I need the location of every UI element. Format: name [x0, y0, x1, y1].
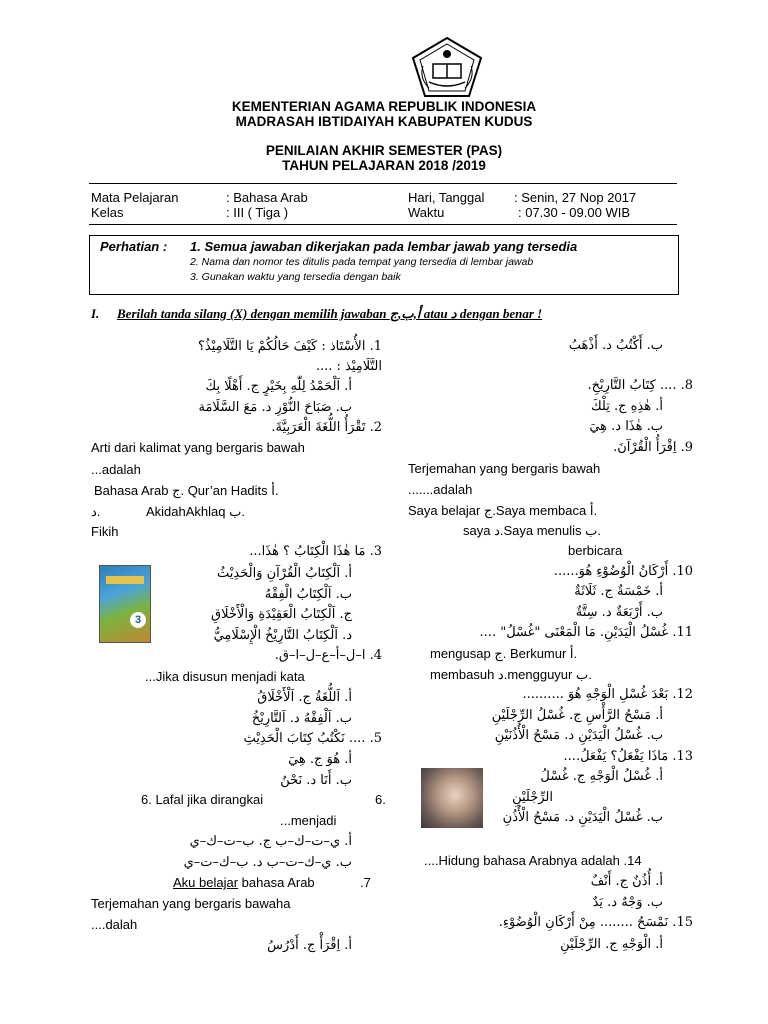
hari-value: : Senin, 27 Nop 2017: [514, 190, 637, 205]
right-line: ب. وَجْهٌ د. يَدٌ: [592, 895, 663, 910]
kelas-label: Kelas: [91, 205, 124, 220]
header-line-1: KEMENTERIAN AGAMA REPUBLIK INDONESIA: [231, 99, 537, 114]
right-line: 12. بَعْدَ غُسْلِ الْوَجْهِ هُوَ ..........: [522, 687, 693, 702]
left-line: ج. اَلْكِتَابُ الْعَقِيْدَةِ وَالْأَخْلَاقِ: [211, 607, 352, 622]
note-item-1: 1. Semua jawaban dikerjakan pada lembar jawab yang tersedia: [190, 239, 578, 254]
left-line: AkidahAkhlaq ب.: [146, 504, 245, 519]
left-line: ب. أَنَا د. نَحْنُ: [280, 773, 352, 788]
mapel-label: Mata Pelajaran: [91, 190, 179, 205]
left-line: 2. تَقْرَأُ اللُّغَةَ الْعَرَبِيَّةَ.: [271, 420, 382, 435]
section-number: I.: [91, 306, 100, 321]
left-line: أ. ي–ت–ك–ب ج. ب–ت–ك–ي: [189, 834, 352, 849]
right-line: ب. أَكْتُبُ د. أَذْهَبُ: [568, 338, 663, 353]
right-line: 11. غُسْلُ الْيَدَيْنِ. مَا الْمَعْنَى "غُسْلُ" ....: [479, 625, 693, 640]
right-line: Terjemahan yang bergaris bawah: [408, 461, 601, 476]
hari-label: Hari, Tanggal: [408, 190, 485, 205]
waktu-value: : 07.30 - 09.00 WIB: [518, 205, 631, 220]
left-line: 5. .... نَكْتُبُ كِتَابَ الْحَدِيْثِ: [243, 731, 382, 746]
right-line: ب. غُسْلُ الْيَدَيْنِ د. مَسْحُ الْأُذُنِ: [502, 810, 663, 825]
left-line: ...Jika disusun menjadi kata: [145, 669, 305, 684]
right-line: ب. غُسْلُ الْيَدَيْنِ د. مَسْحُ الْأُذُنَيْنِ: [494, 728, 663, 743]
right-line: الرِّجْلَيْنِ: [512, 790, 553, 805]
right-line: 10. أَرْكَانُ الْوُضُوْءِ هُوَ......: [553, 564, 693, 579]
left-line: Arti dari kalimat yang bergaris bawah: [91, 440, 305, 455]
right-line: أ. خَمْسَةٌ ج. ثَلَاثَةٌ: [574, 584, 663, 599]
q7-rest: bahasa Arab: [238, 875, 315, 890]
left-line: ....dalah: [91, 917, 138, 932]
left-line: 3. مَا هٰذَا الْكِتَابُ ؟ هٰذَا...: [249, 544, 382, 559]
right-line: أ. الْوَجْهِ ج. الرِّجْلَيْنِ: [560, 937, 663, 952]
left-line: أ. اَللُّغَةُ ج. اَلْأَخْلَاقُ: [257, 690, 352, 705]
right-line: أ. غُسْلُ الْوَجْهِ ج. غُسْلُ: [540, 769, 663, 784]
right-line: ....Hidung bahasa Arabnya adalah .14: [424, 853, 642, 868]
q7-prompt: [173, 875, 315, 890]
kemenag-logo-icon: [409, 36, 485, 100]
mapel-value: : Bahasa Arab: [226, 190, 308, 205]
right-line: أ. هٰذِهِ ج. تِلْكَ: [590, 399, 663, 414]
book-cover-image-icon: 3: [99, 565, 151, 643]
kelas-value: : III ( Tiga ): [226, 205, 289, 220]
header-divider-bottom: [89, 224, 677, 225]
right-line: berbicara: [568, 543, 623, 558]
left-line: Fikih: [91, 524, 119, 539]
right-line: saya د.Saya menulis ب.: [463, 523, 602, 538]
left-line: أ. هُوَ ج. هِيَ: [288, 752, 352, 767]
q7-underlined: Aku belajar: [173, 875, 239, 890]
left-line: ب. ي–ك–ت–ب د. ب–ك–ت–ي: [183, 855, 352, 870]
right-line: 8. .... كِتَابُ التَّارِيْخِ.: [587, 378, 693, 393]
right-line: ب. هٰذَا د. هِيَ: [589, 419, 663, 434]
left-line: أ. اَلْحَمْدُ لِلّٰهِ بِخَيْرٍ ج. أَهْلًا بِكَ: [205, 379, 352, 394]
left-line: ب. اَلْفِقْهُ د. اَلتَّارِيْخُ: [251, 711, 352, 726]
right-line: mengusap ج. Berkumur أ.: [430, 646, 578, 661]
left-line: Bahasa Arab ج. Qur’an Hadits أ.: [94, 483, 279, 498]
left-line: Terjemahan yang bergaris bawaha: [91, 896, 291, 911]
right-line: 13. مَاذَا يَفْعَلُ؟ يَفْعَلُ....: [563, 749, 693, 764]
right-line: ب. أَرْبَعَةٌ د. سِتَّةٌ: [575, 605, 663, 620]
left-line: ...adalah: [91, 462, 141, 477]
left-line: ب. صَبَاحَ النُّوْرِ د. مَعَ السَّلَامَة: [198, 400, 352, 415]
right-line: Saya belajar ج.Saya membaca أ.: [408, 503, 598, 518]
header-divider-top: [89, 183, 677, 184]
header-line-3: PENILAIAN AKHIR SEMESTER (PAS): [265, 143, 503, 158]
waktu-label: Waktu: [408, 205, 445, 220]
note-label: Perhatian :: [100, 239, 168, 254]
left-line: ب. اَلْكِتَابُ الْفِقْهُ: [264, 587, 352, 602]
header-line-2: MADRASAH IBTIDAIYAH KABUPATEN KUDUS: [235, 114, 533, 129]
right-line: أ. مَسْحُ الرَّأْسِ ج. غُسْلُ الرِّجْلَيْنِ: [491, 708, 663, 723]
right-line: membasuh د.mengguyur ب.: [430, 667, 592, 682]
q7-number: .7: [360, 875, 371, 890]
note-item-3: 3. Gunakan waktu yang tersedia dengan baik: [190, 271, 401, 283]
left-line: د. اَلْكِتَابُ التَّارِيْخُ الْإِسْلَامِيُّ: [213, 628, 352, 643]
note-item-2: 2. Nama dan nomor tes ditulis pada tempat yang tersedia di lembar jawab: [190, 256, 534, 268]
right-line: 15. نَمْسَحُ ........ مِنْ أَرْكَانِ الْوُضُوْءِ.: [498, 915, 693, 930]
left-line: أ. اَلْكِتَابُ الْقُرْآنِ وَالْحَدِيْثُ: [217, 566, 352, 581]
person-washing-face-photo-icon: [421, 768, 483, 828]
left-line: د.: [91, 504, 101, 519]
left-line: 6.: [375, 792, 386, 807]
left-line: أ. اِقْرَأْ ج. أَدْرُسُ: [267, 938, 352, 953]
left-line: 4. ا–ل–أ–ع–ل–ا–ق.: [274, 648, 382, 663]
left-line: ...menjadi: [280, 813, 337, 828]
section-instruction: Berilah tanda silang (X) dengan memilih jawaban أ,ب,ج atau د dengan benar !: [117, 306, 543, 321]
right-line: .......adalah: [408, 482, 473, 497]
header-line-4: TAHUN PELAJARAN 2018 /2019: [282, 158, 486, 173]
right-line: 9. اِقْرَأُ الْقُرْآنَ.: [613, 440, 693, 455]
right-line: أ. أُذُنٌ ج. أَنْفٌ: [590, 874, 663, 889]
left-line: 6. Lafal jika dirangkai: [141, 792, 264, 807]
left-line: 1. الأُسْتَاذ : كَيْفَ حَالُكُمْ يَا التَّلَامِيْذُ؟: [198, 339, 382, 354]
left-line: التَّلَامِيْذ : ....: [315, 359, 382, 374]
